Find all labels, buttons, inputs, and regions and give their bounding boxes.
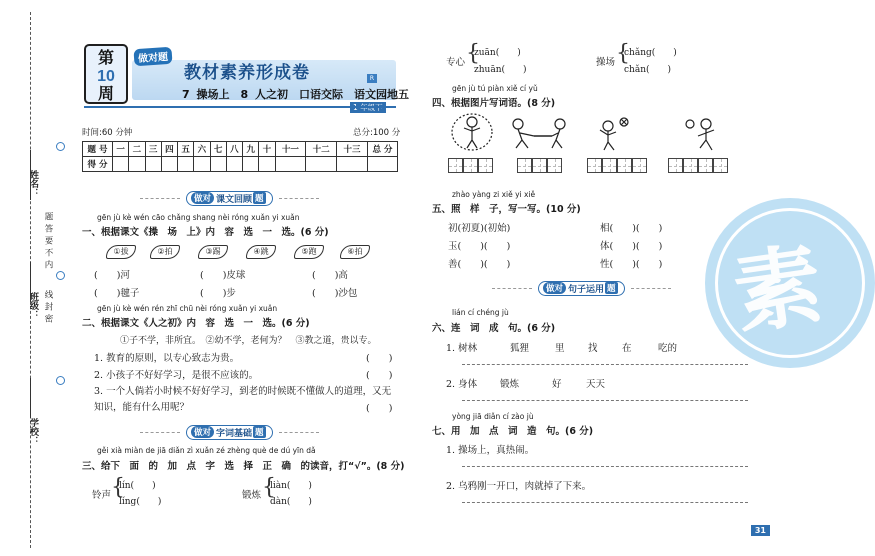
- seal-char-1: 题: [43, 212, 53, 221]
- q4-grid-cell[interactable]: [463, 158, 478, 173]
- score-input-cell[interactable]: [226, 157, 242, 172]
- page-number: 31: [751, 525, 770, 536]
- q4-grid-cell[interactable]: [632, 158, 647, 173]
- q1-option-6: ⑥拍: [340, 245, 370, 259]
- q3-word-exercise: 锻炼: [242, 490, 262, 501]
- q3-word-zhuanxin: 专心: [446, 57, 466, 68]
- banner-ti: 题: [255, 194, 264, 204]
- q6-1-answer-line[interactable]: [462, 364, 748, 365]
- banner-label: 句子运用: [568, 284, 605, 295]
- school-label: 学校：: [28, 418, 38, 445]
- q3-opt-lin[interactable]: lín( ): [119, 481, 156, 491]
- q4-grid-cell[interactable]: [587, 158, 602, 173]
- q1-blank-shuttlecock[interactable]: ( )毽子: [94, 288, 140, 299]
- q7-1-answer-line[interactable]: [462, 466, 748, 467]
- q3b-opt-chan[interactable]: chǎn( ): [624, 65, 672, 75]
- q4-pictures: [448, 110, 748, 156]
- week-badge-number: 10: [97, 68, 115, 85]
- score-input-cell[interactable]: [259, 157, 275, 172]
- banner-logo: 做对: [191, 426, 214, 438]
- score-header-cell: 三: [145, 142, 161, 157]
- q1-option-3: ③踢: [198, 245, 228, 259]
- score-header-cell: 十三: [337, 142, 368, 157]
- q4-title: 四、根据图片写词语。(8 分): [432, 98, 556, 109]
- q4-grid-cell[interactable]: [532, 158, 547, 173]
- q5-blank-yu[interactable]: 玉( )( ): [448, 241, 511, 252]
- q1-option-5: ⑤跑: [294, 245, 324, 259]
- school-line: [30, 378, 31, 418]
- week-badge-bottom: 周: [97, 86, 114, 103]
- q6-1-word-1: 1. 树林: [446, 343, 478, 354]
- q4-grid-cell[interactable]: [517, 158, 532, 173]
- q2-item-3: 3. 一个人倘若小时候不好好学习，到老的时候既不懂做人的道理，又无知识，能有什么用呢？: [94, 386, 392, 413]
- seal-char-8: 密: [43, 314, 53, 323]
- score-input-cell[interactable]: [368, 157, 398, 172]
- binding-hole-2: [56, 271, 65, 280]
- score-header-cell: 九: [243, 142, 259, 157]
- q4-grid-cell[interactable]: [448, 158, 463, 173]
- q6-2-answer-line[interactable]: [462, 400, 748, 401]
- q4-grid-cell[interactable]: [698, 158, 713, 173]
- q6-1-word-6: 吃的: [658, 343, 678, 354]
- q6-1-word-5: 在: [622, 343, 632, 354]
- banner-dash-left: [140, 198, 180, 199]
- q4-grid-cell[interactable]: [602, 158, 617, 173]
- seal-char-3: 要: [43, 236, 53, 245]
- score-header-cell: 十: [259, 142, 275, 157]
- q2-item-1: 1. 教育的原则，以专心致志为贵。: [94, 353, 240, 364]
- score-input-cell[interactable]: [113, 157, 129, 172]
- score-table: [82, 141, 398, 172]
- score-input-cell[interactable]: [178, 157, 194, 172]
- q2-options: ①子不学，非所宜。 ②幼不学，老何为？ ③教之道，贵以专。: [120, 336, 377, 346]
- q3b-opt-zhuan[interactable]: zhuān( ): [474, 65, 527, 75]
- banner-label: 课文回顾: [216, 194, 253, 205]
- score-input-cell[interactable]: [275, 157, 306, 172]
- q7-pinyin: yòng jiā diǎn cí zào jù: [452, 412, 534, 421]
- q3-pinyin: gěi xià miàn de jiā diǎn zì xuǎn zé zhèng què de dú yīn dǎ: [97, 446, 316, 455]
- q7-2-answer-line[interactable]: [462, 502, 748, 503]
- exam-header: [84, 44, 409, 106]
- q4-grid-cell[interactable]: [683, 158, 698, 173]
- q5-example: 初(初夏)(初始): [448, 223, 511, 234]
- section-banner-kewen: [140, 190, 319, 206]
- seal-char-7: 封: [43, 302, 53, 311]
- section-banner-juzi: [492, 280, 671, 296]
- page-title: 教材素养形成卷: [184, 63, 310, 83]
- week-badge-top: 第: [97, 50, 114, 67]
- q3b-opt-zuan[interactable]: zuān( ): [474, 48, 521, 58]
- banner-logo: 做对: [543, 282, 566, 294]
- page-subtitle: 7 操场上 8 人之初 口语交际 语文园地五: [182, 88, 409, 101]
- score-header-cell: 六: [194, 142, 210, 157]
- q3-title: 三、给下 面 的 加 点 字 选 择 正 确 的读音，打“√”。(8 分): [82, 461, 405, 472]
- banner-pill: [186, 425, 273, 440]
- q4-grid-cell[interactable]: [668, 158, 683, 173]
- q1-blank-ball[interactable]: ( )皮球: [200, 270, 246, 281]
- q5-blank-ti[interactable]: 体( )( ): [600, 241, 663, 252]
- score-input-cell[interactable]: [129, 157, 145, 172]
- score-header-cell: 一: [113, 142, 129, 157]
- banner-dash-right: [279, 198, 319, 199]
- watermark-seal: [705, 198, 875, 368]
- score-input-cell[interactable]: [337, 157, 368, 172]
- seal-char-6: 线: [43, 290, 53, 299]
- q2-answer-2[interactable]: ( ): [366, 370, 393, 381]
- q2-answer-3[interactable]: ( ): [366, 403, 393, 414]
- banner-pill: [186, 191, 273, 206]
- score-header-cell: 十一: [275, 142, 306, 157]
- q2-item-2: 2. 小孩子不好好学习，是很不应该的。: [94, 370, 259, 381]
- q1-pinyin: gēn jù kè wén cāo chǎng shang nèi róng xuǎn yi xuǎn: [97, 213, 300, 222]
- q3-brace-right: {: [262, 475, 276, 500]
- score-header-cell: 八: [226, 142, 242, 157]
- score-header-cell: 四: [161, 142, 177, 157]
- q1-blank-high[interactable]: ( )高: [312, 270, 348, 281]
- picture-tug-of-war: [513, 119, 565, 148]
- q1-option-2: ②拍: [150, 245, 180, 259]
- edition-badge: R: [367, 74, 377, 83]
- q2-title: 二、根据课文《人之初》内 容 选 一 选。(6 分): [82, 318, 310, 329]
- score-input-cell[interactable]: [194, 157, 210, 172]
- q6-2-word-3: 好: [552, 379, 562, 390]
- q1-option-4: ④跳: [246, 245, 276, 259]
- q6-1-word-4: 找: [588, 343, 598, 354]
- q3-word-ringing: 铃声: [92, 490, 112, 501]
- seal-char-5: 内: [43, 260, 53, 269]
- q5-blank-xiang[interactable]: 相( )( ): [600, 223, 663, 234]
- q6-title: 六、连 词 成 句。(6 分): [432, 323, 556, 334]
- seal-char-2: 答: [43, 224, 53, 233]
- picture-play-ball: [600, 118, 628, 150]
- q6-2-word-4: 天天: [586, 379, 606, 390]
- header-underline: [84, 106, 396, 108]
- score-row-label: 得 分: [83, 157, 113, 172]
- banner-dash-left: [140, 432, 180, 433]
- picture-play-football: [686, 119, 714, 150]
- q5-blank-xing[interactable]: 性( )( ): [600, 259, 663, 270]
- section-banner-zici: [140, 424, 319, 440]
- banner-dash-right: [631, 288, 671, 289]
- score-header-cell: 总 分: [368, 142, 398, 157]
- q3b-brace-left: {: [466, 41, 480, 66]
- score-input-cell[interactable]: [210, 157, 226, 172]
- q3-opt-dan[interactable]: dàn( ): [270, 497, 312, 507]
- q1-option-1: ①拔: [106, 245, 136, 259]
- q5-pinyin: zhào yàng zi xiě yi xiě: [452, 190, 536, 199]
- q2-answer-1[interactable]: ( ): [366, 353, 393, 364]
- zuoduiti-logo: 做对题: [133, 47, 172, 67]
- q1-title: 一、根据课文《操 场 上》内 容 选 一 选。(6 分): [82, 227, 329, 238]
- q3b-brace-right: {: [616, 41, 630, 66]
- q7-title: 七、用 加 点 词 造 句。(6 分): [432, 426, 594, 437]
- q5-blank-shan[interactable]: 善( )( ): [448, 259, 511, 270]
- q7-item-2: 2. 乌鸦刚一开口，肉就掉了下来。: [446, 481, 592, 492]
- q6-1-word-2: 狐狸: [510, 343, 530, 354]
- q7-item-1: 1. 操场上，真热闹。: [446, 445, 535, 456]
- score-input-cell[interactable]: [243, 157, 259, 172]
- banner-logo: 做对: [191, 192, 214, 204]
- banner-dash-left: [492, 288, 532, 289]
- score-input-cell[interactable]: [145, 157, 161, 172]
- q1-blank-sandbag[interactable]: ( )沙包: [312, 288, 358, 299]
- week-badge: [84, 44, 128, 104]
- q5-title: 五、照 样 子，写一写。(10 分): [432, 204, 581, 215]
- picture-rope-jump: [452, 114, 492, 150]
- banner-label: 字词基础: [216, 428, 253, 439]
- q4-grid-cell[interactable]: [478, 158, 493, 173]
- q3-opt-lian[interactable]: liàn( ): [270, 481, 312, 491]
- score-table-header-row: [83, 142, 398, 157]
- q4-grid-cell[interactable]: [713, 158, 728, 173]
- banner-ti: 题: [255, 428, 264, 438]
- q3-opt-ling[interactable]: líng( ): [119, 497, 162, 507]
- q6-1-word-3: 里: [555, 343, 565, 354]
- q4-grid-cell[interactable]: [547, 158, 562, 173]
- q3b-opt-chang[interactable]: chǎng( ): [624, 48, 677, 58]
- q3-brace-left: {: [111, 475, 125, 500]
- banner-dash-right: [279, 432, 319, 433]
- score-table-score-row: [83, 157, 398, 172]
- class-line: [30, 262, 31, 302]
- name-label: 姓名：: [28, 170, 38, 197]
- time-limit: 时间:60 分钟: [82, 128, 133, 138]
- score-header-cell: 十二: [306, 142, 337, 157]
- q4-pinyin: gēn jù tú piàn xiě cí yǔ: [452, 84, 538, 93]
- binding-strip: [0, 0, 58, 556]
- q1-blank-step[interactable]: ( )步: [200, 288, 236, 299]
- class-label: 班级：: [28, 292, 38, 319]
- score-input-cell[interactable]: [306, 157, 337, 172]
- score-header-cell: 二: [129, 142, 145, 157]
- q6-2-word-2: 锻炼: [500, 379, 520, 390]
- q1-blank-river[interactable]: ( )河: [94, 270, 130, 281]
- seal-char-4: 不: [43, 248, 53, 257]
- q3-word-caochang: 操场: [596, 57, 616, 68]
- watermark-character: 素: [727, 232, 829, 347]
- score-input-cell[interactable]: [161, 157, 177, 172]
- score-header-cell: 七: [210, 142, 226, 157]
- q2-pinyin: gēn jù kè wén rén zhī chū nèi róng xuǎn yi xuǎn: [97, 304, 278, 313]
- q4-grid-cell[interactable]: [617, 158, 632, 173]
- q6-pinyin: lián cí chéng jù: [452, 308, 509, 317]
- score-header-cell: 题 号: [83, 142, 113, 157]
- banner-pill: [538, 281, 625, 296]
- banner-ti: 题: [607, 284, 616, 294]
- score-header-cell: 五: [178, 142, 194, 157]
- q6-2-word-1: 2. 身体: [446, 379, 478, 390]
- name-line: [30, 150, 31, 200]
- binding-hole-3: [56, 376, 65, 385]
- total-score: 总分:100 分: [353, 128, 401, 138]
- binding-hole-1: [56, 142, 65, 151]
